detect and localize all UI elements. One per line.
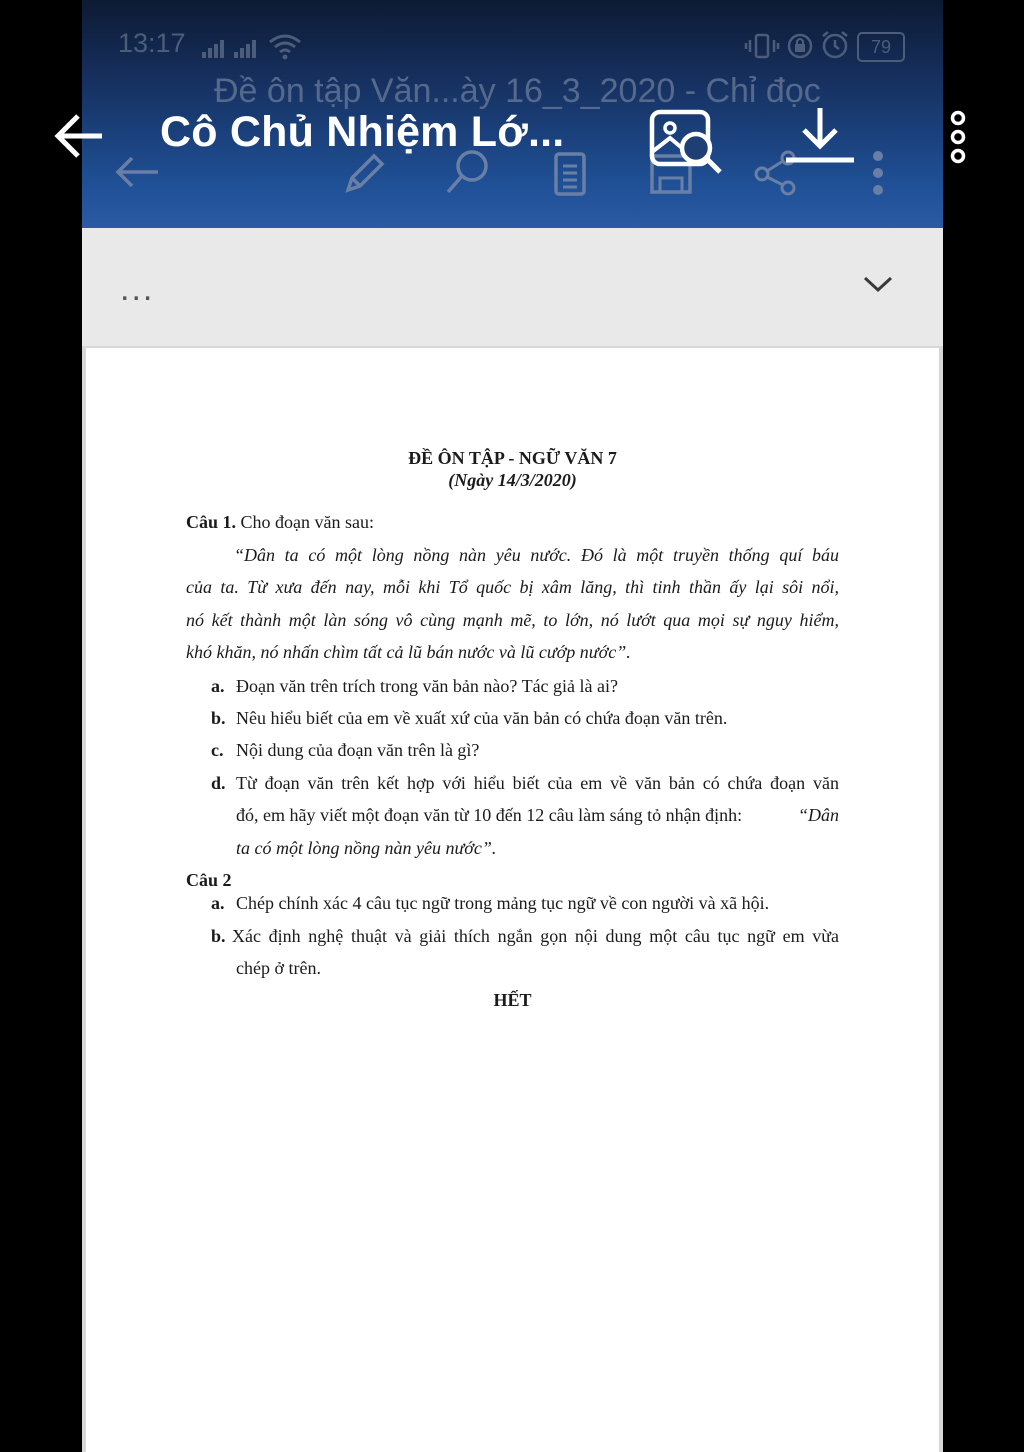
q1-item-text: ta có một lòng nồng nàn yêu nước”. bbox=[236, 838, 497, 858]
q1-item-text: Nêu hiểu biết của em về xuất xứ của văn bản có chứa đoạn văn trên. bbox=[236, 708, 728, 728]
ribbon-bar bbox=[82, 228, 943, 346]
document-date: (Ngày 14/3/2020) bbox=[448, 470, 577, 490]
q1-item-text: đó, em hãy viết một đoạn văn từ 10 đến 12 câu làm sáng tỏ nhận định: bbox=[236, 805, 743, 825]
q1-item-text: Nội dung của đoạn văn trên là gì? bbox=[236, 740, 480, 760]
q1-item-text: Đoạn văn trên trích trong văn bản nào? Tác giả là ai? bbox=[236, 676, 619, 696]
q2-item-text: Xác định nghệ thuật và giải thích ngắn gọn nội dung một câu tục ngữ em vừa bbox=[232, 926, 839, 946]
more-vertical-icon[interactable] bbox=[870, 150, 886, 196]
passage-line: của ta. Từ xưa đến nay, mỗi khi Tổ quốc bị xâm lăng, thì tinh thần ấy lại sôi nổi, bbox=[186, 577, 839, 597]
q1-item-label: c. bbox=[211, 740, 224, 760]
q1-item-label: d. bbox=[211, 773, 226, 793]
alarm-icon bbox=[820, 30, 850, 60]
q2-item-label: b. bbox=[211, 926, 226, 946]
question-1 bbox=[186, 512, 374, 533]
passage-line: “Dân ta có một lòng nồng nàn yêu nước. Đó là một truyền thống quí báu bbox=[234, 545, 839, 565]
question-1-text: Cho đoạn văn sau: bbox=[236, 512, 374, 532]
overlay-title: Cô Chủ Nhiệm Lớ... bbox=[160, 108, 565, 156]
chevron-down-icon[interactable] bbox=[861, 272, 895, 296]
document-end-mark: HẾT bbox=[493, 990, 532, 1010]
status-bar bbox=[82, 26, 943, 66]
image-search-icon[interactable] bbox=[648, 108, 724, 176]
pencil-icon[interactable] bbox=[340, 150, 388, 198]
signal-icon bbox=[200, 38, 228, 60]
q2-item-text: Chép chính xác 4 câu tục ngữ trong mảng tục ngữ về con người và xã hội. bbox=[236, 893, 770, 913]
q1-item-label: a. bbox=[211, 676, 225, 696]
vibrate-icon bbox=[744, 32, 780, 60]
q2-item-label: a. bbox=[211, 893, 225, 913]
q1-item-text: “Dân bbox=[798, 805, 840, 825]
reading-view-icon[interactable] bbox=[552, 150, 588, 198]
wifi-icon bbox=[268, 34, 302, 60]
passage-line: khó khăn, nó nhấn chìm tất cả lũ bán nước và lũ cướp nước”. bbox=[186, 642, 631, 662]
battery-indicator: 79 bbox=[857, 32, 905, 62]
lock-rotation-icon bbox=[786, 32, 814, 60]
document-title: Đề ôn tập Văn...ày 16_3_2020 - Chỉ đọc bbox=[214, 72, 821, 110]
status-time: 13:17 bbox=[118, 28, 186, 58]
more-options-icon[interactable] bbox=[948, 110, 968, 164]
document-viewport[interactable] bbox=[82, 346, 943, 1452]
q1-item-text: Từ đoạn văn trên kết hợp với hiểu biết của em về văn bản có chứa đoạn văn bbox=[236, 773, 839, 793]
signal-icon bbox=[232, 38, 260, 60]
q1-item-label: b. bbox=[211, 708, 226, 728]
document-heading: ĐỀ ÔN TẬP - NGỮ VĂN 7 bbox=[408, 448, 617, 468]
back-arrow-icon[interactable] bbox=[112, 152, 162, 192]
question-1-label: Câu 1. bbox=[186, 512, 237, 532]
document-page bbox=[86, 348, 939, 1452]
question-2-label: Câu 2 bbox=[186, 870, 232, 890]
passage-line: nó kết thành một làn sóng vô cùng mạnh mẽ, to lớn, nó lướt qua mọi sự nguy hiểm, bbox=[186, 610, 839, 630]
back-arrow-icon[interactable] bbox=[52, 110, 104, 162]
q2-item-text: chép ở trên. bbox=[236, 958, 321, 978]
download-icon[interactable] bbox=[782, 104, 858, 166]
ribbon-more-button[interactable]: ... bbox=[120, 270, 155, 308]
